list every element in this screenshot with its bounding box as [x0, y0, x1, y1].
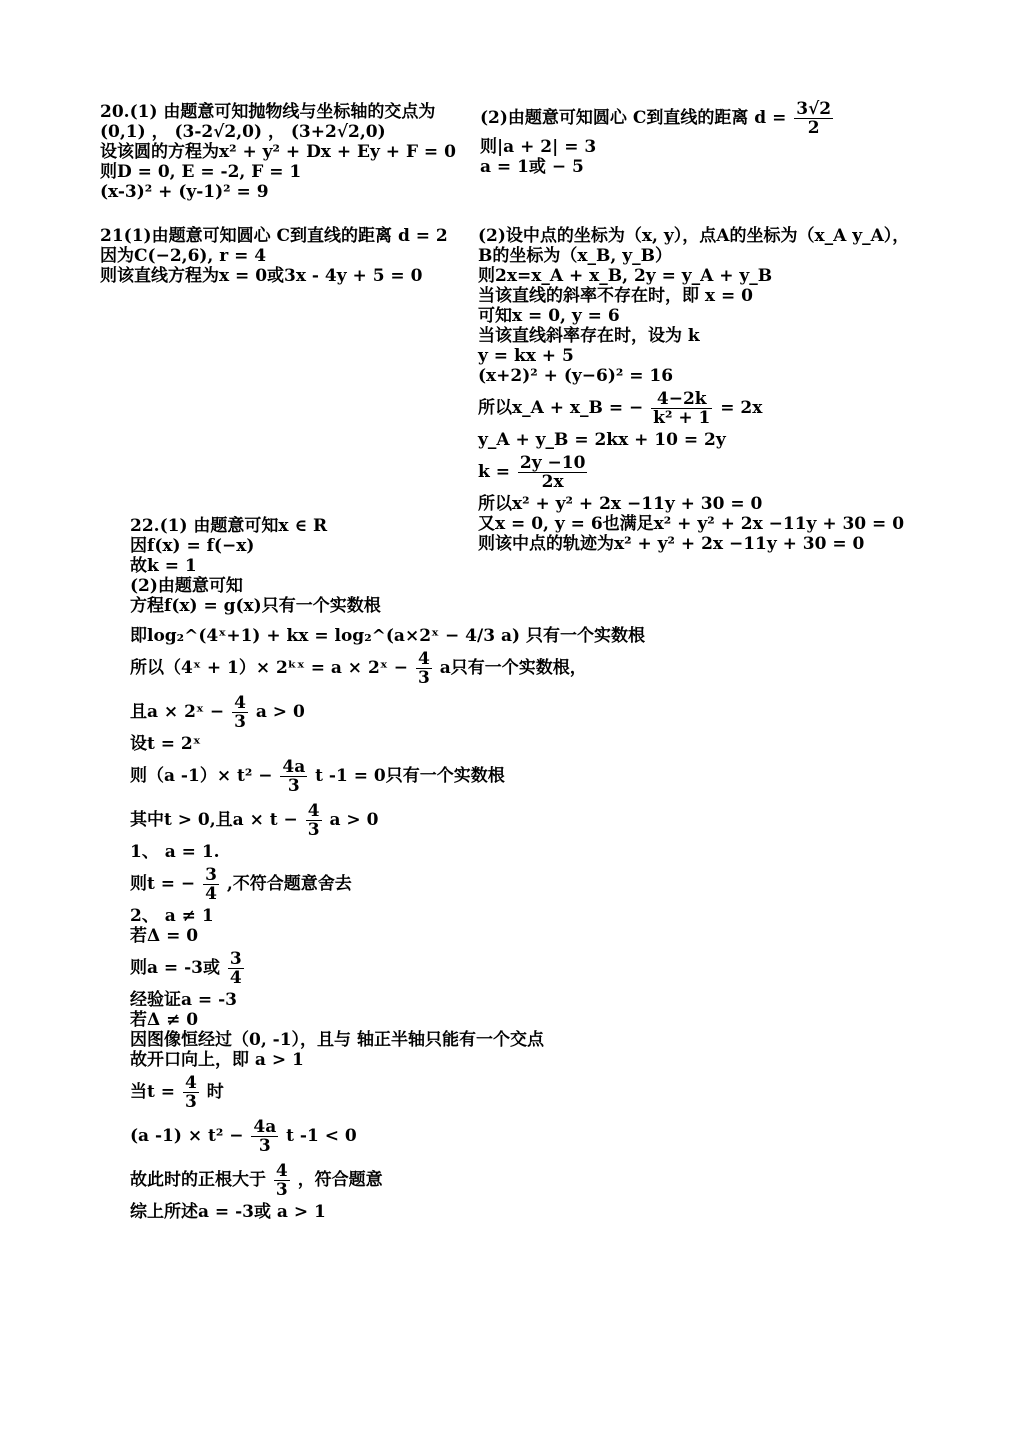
text-line: 设t = 2ˣ: [130, 734, 201, 754]
text-line: (x+2)² + (y−6)² = 16: [478, 366, 674, 386]
fraction: $\frac{4}{3}$: [184, 1073, 197, 1112]
equation-line: (a -1) × t² − $\frac{4a}{3}$ t -1 < 0: [130, 1117, 357, 1156]
equation-line: 故此时的正根大于 $\frac{4}{3}$ ，符合题意: [130, 1161, 383, 1200]
problem-21-part-1: [100, 226, 448, 286]
text-line: 21(1)由题意可知圆心 C到直线的距离 d = 2: [100, 226, 448, 246]
text-line: 因图像恒经过（0, -1），且与 轴正半轴只能有一个交点: [130, 1030, 544, 1050]
equation-line: 且a × 2ˣ − $\frac{4}{3}$ a > 0: [130, 693, 305, 732]
equation-line: 则a = -3或 $\frac{3}{4}$: [130, 949, 242, 988]
text-line: 则D = 0, E = -2, F = 1: [100, 162, 302, 182]
distance-fraction: $\frac{3√2}{2}$: [796, 99, 832, 138]
text-line: 当该直线斜率存在时，设为 k: [478, 326, 700, 346]
equation-line: 所以（4ˣ + 1）× 2ᵏˣ = a × 2ˣ − $\frac{4}{3}$ a只有一个实数根，: [130, 649, 587, 688]
fraction: $\frac{2y -10}{2x}$: [519, 453, 586, 492]
text-line: 1、 a = 1.: [130, 842, 220, 862]
text-line: 经验证a = -3: [130, 990, 237, 1010]
text-line: 22.(1) 由题意可知x ∈ R: [130, 516, 328, 536]
text-line: 故开口向上，即 a > 1: [130, 1050, 304, 1070]
text-line: 又x = 0, y = 6也满足x² + y² + 2x −11y + 30 = 0: [478, 514, 905, 534]
equation-line: 其中t > 0,且a × t − $\frac{4}{3}$ a > 0: [130, 801, 379, 840]
distance-line: (2)由题意可知圆心 C到直线的距离 d = $\frac{3√2}{2}$: [480, 99, 832, 138]
fraction: $\frac{4}{3}$: [234, 693, 246, 732]
text-line: 因为C(−2,6), r = 4: [100, 246, 267, 266]
text-line: y_A + y_B = 2kx + 10 = 2y: [478, 430, 726, 450]
text-line: 当该直线的斜率不存在时，即 x = 0: [478, 286, 753, 306]
text-line: 则该中点的轨迹为x² + y² + 2x −11y + 30 = 0: [478, 534, 865, 554]
text-line: 20.(1) 由题意可知抛物线与坐标轴的交点为: [100, 102, 436, 122]
text-line: B的坐标为（x_B, y_B）: [478, 246, 672, 266]
text-line: 可知x = 0, y = 6: [478, 306, 620, 326]
text-line: (x-3)² + (y-1)² = 9: [100, 182, 269, 202]
problem-21-part-2: [478, 226, 909, 554]
text-line: (2)设中点的坐标为（x, y），点A的坐标为（x_A y_A），: [478, 226, 910, 246]
fraction: $\frac{4}{3}$: [307, 801, 320, 840]
fraction: $\frac{4a}{3}$: [253, 1117, 277, 1156]
text-line: 若Δ = 0: [130, 926, 199, 946]
problem-22: [130, 516, 645, 1222]
sum-xa-xb-line: 所以x_A + x_B = − $\frac{4-2k}{\text{k² + 1}}$ = 2x: [478, 389, 763, 428]
text-line: y = kx + 5: [478, 346, 574, 366]
text-line: 故k = 1: [130, 556, 197, 576]
text-line: 则2x=x_A + x_B, 2y = y_A + y_B: [478, 266, 773, 286]
equation-line: 则t = − $\frac{3}{4}$ ,不符合题意舍去: [130, 865, 352, 904]
fraction: $\frac{4}{3}$: [275, 1161, 288, 1200]
text-line: 若Δ ≠ 0: [130, 1010, 199, 1030]
text-line: 因f(x) = f(−x): [130, 536, 255, 556]
text-line: (2)由题意可知: [130, 576, 243, 596]
text-line: 即log₂^(4ˣ+1) + kx = log₂^(a×2ˣ − 4/3 a) 只有一个实数根: [130, 626, 645, 646]
problem-20-part-2: [480, 100, 835, 177]
fraction: $\frac{4a}{3}$: [282, 757, 306, 796]
text-line: 所以x² + y² + 2x −11y + 30 = 0: [478, 494, 763, 514]
fraction: $\frac{3}{4}$: [229, 949, 242, 988]
equation-line: 当t = $\frac{4}{3}$ 时: [130, 1073, 224, 1112]
fraction: $\frac{3}{4}$: [205, 865, 217, 904]
text-line: 方程f(x) = g(x)只有一个实数根: [130, 596, 381, 616]
text-line: a = 1或 − 5: [480, 157, 584, 177]
text-line: 综上所述a = -3或 a > 1: [130, 1202, 326, 1222]
fraction: $\frac{4-2k}{\text{k² + 1}}$: [653, 389, 711, 428]
text-line: 2、 a ≠ 1: [130, 906, 214, 926]
text-line: 则|a + 2| = 3: [480, 137, 597, 157]
text-line: 则该直线方程为x = 0或3x - 4y + 5 = 0: [100, 266, 423, 286]
equation-line: 则（a -1）× t² − $\frac{4a}{3}$ t -1 = 0只有一个实数根: [130, 757, 505, 796]
fraction: $\frac{4}{3}$: [417, 649, 430, 688]
k-fraction-line: k = $\frac{2y -10}{2x}$: [478, 453, 586, 492]
text-line: 设该圆的方程为x² + y² + Dx + Ey + F = 0: [100, 142, 456, 162]
text-line: (0,1) ， (3-2√2,0) ， (3+2√2,0): [100, 122, 386, 142]
problem-20-part-1: [100, 102, 456, 202]
